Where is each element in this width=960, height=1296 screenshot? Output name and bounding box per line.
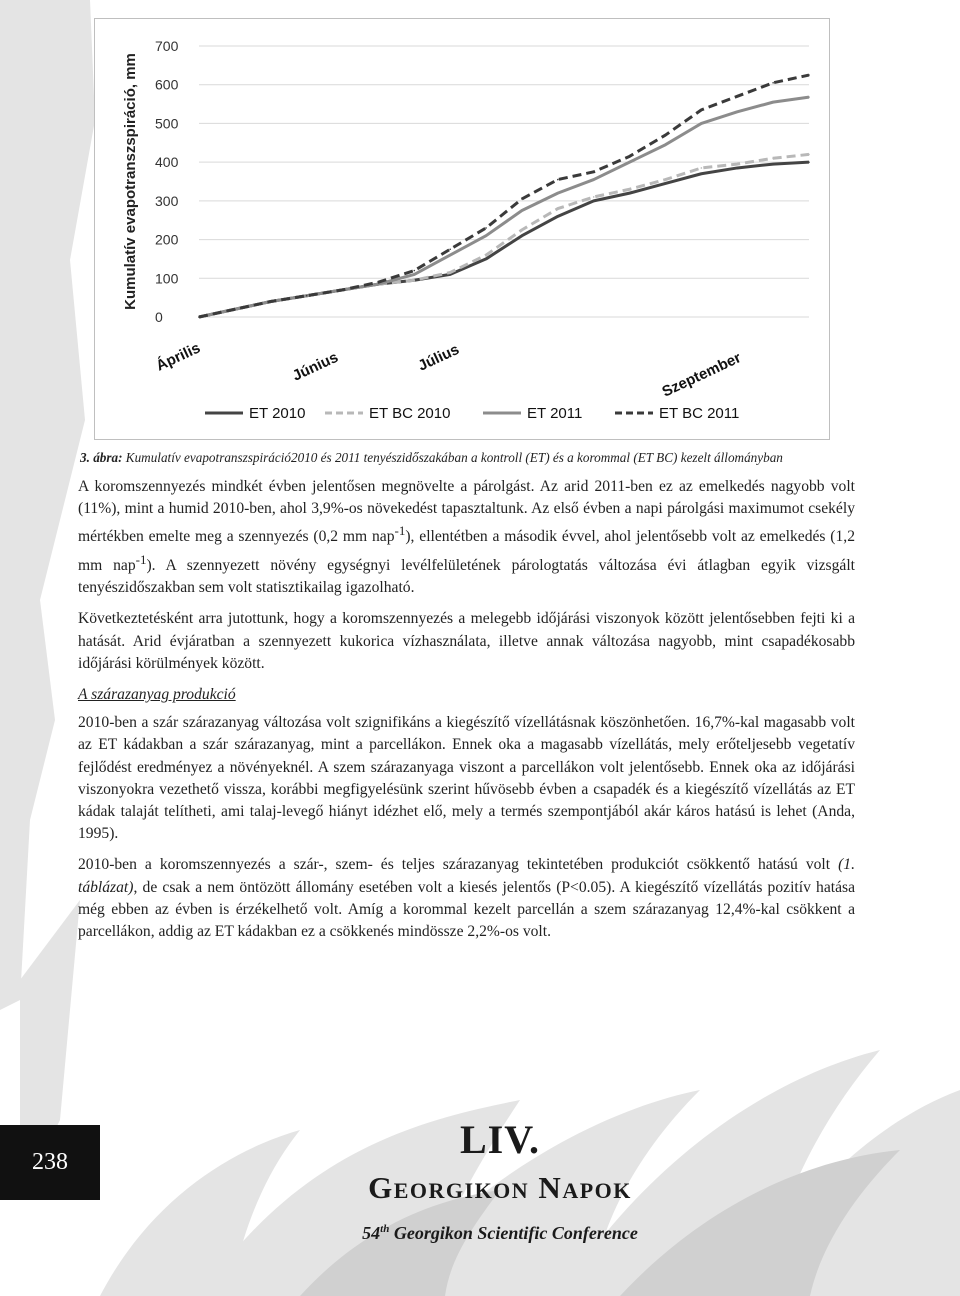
- y-tick-label: 100: [155, 270, 179, 287]
- conference-banner: [290, 1118, 710, 1246]
- data-point: [808, 161, 810, 163]
- data-point: [234, 308, 236, 310]
- data-point: [557, 179, 559, 181]
- data-point: [521, 235, 523, 237]
- table-reference: (1. táblázat): [78, 856, 855, 896]
- data-point: [198, 316, 200, 318]
- data-point: [485, 235, 487, 237]
- y-tick-label: 400: [155, 154, 179, 171]
- y-tick-label: 300: [155, 192, 179, 209]
- data-point: [449, 248, 451, 250]
- data-point: [665, 134, 667, 136]
- data-point: [808, 154, 810, 156]
- data-point: [413, 270, 415, 272]
- data-point: [736, 111, 738, 113]
- y-tick-label: 0: [155, 309, 163, 325]
- paragraph-1-text-b: ), ellentétben a második évvel, ahol jelentősebb volt az emelkedés (1,2 mm nap: [78, 528, 855, 574]
- conference-subtitle: [290, 1216, 710, 1246]
- paragraph-1: [78, 476, 855, 599]
- data-point: [701, 123, 703, 125]
- data-point: [665, 144, 667, 146]
- data-point: [772, 101, 774, 103]
- data-point: [485, 254, 487, 256]
- data-point: [342, 289, 344, 291]
- month-label: Szeptember: [659, 349, 744, 401]
- data-point: [736, 163, 738, 165]
- data-point: [772, 82, 774, 84]
- series-line-1: [199, 154, 809, 317]
- y-tick-label: 200: [155, 231, 179, 248]
- section-heading: A szárazanyag produkció: [78, 686, 236, 703]
- data-point: [413, 274, 415, 276]
- data-point: [521, 198, 523, 200]
- data-point: [629, 188, 631, 190]
- data-point: [557, 208, 559, 210]
- legend-label: ET 2011: [527, 405, 583, 422]
- data-point: [593, 171, 595, 173]
- figure-caption: [80, 450, 880, 466]
- paragraph-4: [78, 854, 855, 943]
- data-point: [736, 96, 738, 98]
- paragraph-4-text-a: 2010-ben a koromszennyezés a szár-, szem- és teljes szárazanyag tekintetében produkciót csökkentő hatású volt: [78, 856, 839, 874]
- data-point: [449, 272, 451, 274]
- y-axis-label: Kumulatív evapotranszspiráció, mm: [122, 53, 139, 310]
- paragraph-1-text-a: A koromszennyezés mindkét évben jelentősen megnövelte a párolgást. Az arid 2011-ben ez az emelkedés nagyobb volt (11%), mint a humid 2010-ben, ahol 3,9%-os növekedést tapasztaltunk. Az első évben a napi párolgási maximumot csekély mértékben emelte meg a szennyezés (0,2 mm nap: [78, 478, 855, 546]
- data-point: [557, 216, 559, 218]
- data-point: [485, 227, 487, 229]
- evapotranspiration-chart: [95, 19, 829, 439]
- conference-name: Georgikon Napok: [368, 1170, 632, 1205]
- figure-chart: [94, 18, 830, 440]
- series-line-2: [199, 97, 809, 317]
- data-point: [557, 192, 559, 194]
- paragraph-2: Következtetésként arra jutottunk, hogy a koromszennyezés a melegebb időjárási viszonyok között jelentősebben fejti ki a hatását. Arid évjáratban a szennyezett kukorica vízhasználata, illetve annak változása nagyobb, mint csapadékosabb időjárási körülmények között.: [78, 610, 855, 672]
- article-body: [78, 476, 855, 952]
- caption-label: 3. ábra:: [80, 450, 123, 465]
- data-point: [736, 167, 738, 169]
- legend-label: ET 2010: [249, 405, 306, 422]
- data-point: [413, 279, 415, 281]
- data-point: [629, 192, 631, 194]
- data-point: [378, 281, 380, 283]
- data-point: [270, 301, 272, 303]
- data-point: [701, 173, 703, 175]
- superscript: -1: [394, 523, 406, 539]
- paragraph-4-text-b: , de csak a nem öntözött állomány esetében volt a kiesés jelentős (P<0.05). A kiegészítő vízellátás pozitív hatása még ebben az évben is érzékelhető volt. Amíg a korommal kezelt parcellán a szem szárazanyag 12,4%-kal csökkent a parcellákon, addig az ET kádakban ez a csökkenés mindössze 2,2%-os volt.: [78, 878, 855, 941]
- data-point: [665, 179, 667, 181]
- data-point: [808, 96, 810, 98]
- data-point: [306, 295, 308, 297]
- data-point: [593, 179, 595, 181]
- data-point: [521, 229, 523, 231]
- conference-edition: LIV.: [460, 1117, 540, 1162]
- data-point: [629, 161, 631, 163]
- series-line-3: [199, 75, 809, 317]
- y-tick-label: 600: [155, 76, 179, 93]
- data-point: [629, 156, 631, 158]
- data-point: [772, 157, 774, 159]
- legend-label: ET BC 2010: [369, 405, 451, 422]
- month-label: Április: [153, 339, 204, 375]
- data-point: [593, 200, 595, 202]
- ordinal-suffix: th: [380, 1223, 390, 1235]
- data-point: [449, 254, 451, 256]
- superscript: -1: [135, 551, 147, 567]
- y-tick-label: 700: [155, 38, 179, 54]
- paragraph-1-text-c: ). A szennyezett növény egységnyi levélfelületének párologtatás változása évi átlagban egyik vizsgált tenyészidőszakban sem volt statisztikailag igazolható.: [78, 556, 855, 597]
- page-number: 238: [0, 1125, 100, 1200]
- conference-number: 54: [362, 1223, 381, 1243]
- y-tick-label: 500: [155, 115, 179, 132]
- month-label: Június: [289, 348, 341, 385]
- legend-label: ET BC 2011: [659, 405, 740, 422]
- paragraph-3: 2010-ben a szár szárazanyag változása volt szignifikáns a kiegészítő vízellátásnak köszönhetően. 16,7%-kal magasabb volt az ET kádakban a szár szárazanyag, mint a parcellákon. Ennek oka a magasabb vízellátás, mely erőteljesebb vegetatív fejlődést eredményez a növényeknél. A szem szárazanyaga viszont a parcellákon volt jelentősebb. Ennek oka az időjárási viszonyokra vezethető vissza, korábbi megfigyelésünk szerint hűvösebb évben a csapadék és a kiegészítő vízellátás az ET kádak talaját telítheti, ami talaj-levegő hiányt idézhet elő, mely a termés szempontjából akár káros hatású is lehet (Anda, 1995).: [78, 714, 855, 843]
- data-point: [772, 163, 774, 165]
- data-point: [593, 196, 595, 198]
- data-point: [701, 167, 703, 169]
- data-point: [521, 210, 523, 212]
- conference-subtitle-text: Georgikon Scientific Conference: [389, 1223, 638, 1243]
- caption-text: Kumulatív evapotranszspiráció2010 és 2011 tenyészidőszakában a kontroll (ET) és a korommal (ET BC) kezelt állományban: [122, 450, 783, 465]
- data-point: [665, 183, 667, 185]
- month-label: Július: [415, 340, 462, 375]
- data-point: [808, 74, 810, 76]
- data-point: [485, 258, 487, 260]
- data-point: [701, 109, 703, 111]
